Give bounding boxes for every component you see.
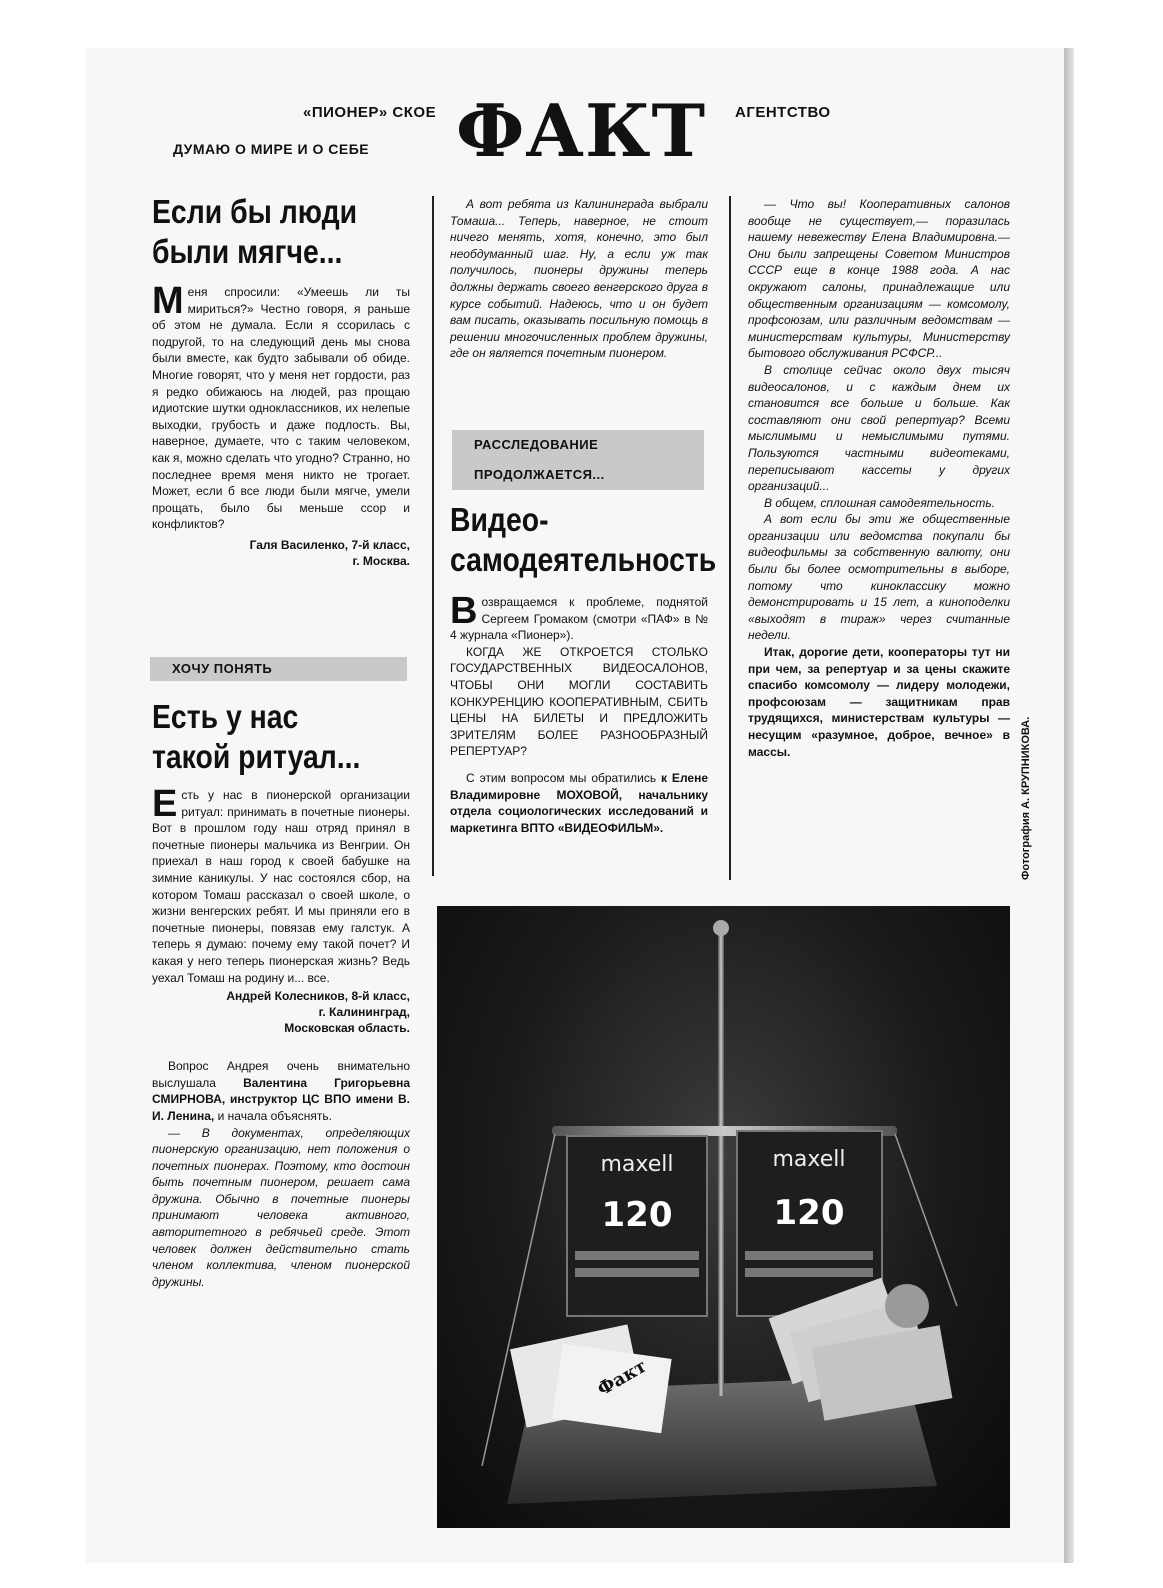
cassette-left [567,1136,707,1316]
article-2 [152,697,410,1290]
interview-paragraph: А вот если бы эти же общественные организации или ведомства покупали бы видеофильмы за собственную валюту, они были бы более осмотрительны в выборе, потому что киноклассику можно демонстрировать и 15 лет, а киноподелки «выходят в тираж» через считанные недели. [748,512,1010,643]
rubric-investigation [452,430,704,490]
reply-person: Валентина Григорьевна СМИРНОВА, инструктор ЦС ВПО имени В. И. Ленина, [152,1075,411,1123]
page-edge [1064,48,1074,1563]
cassette-brand: maxell [772,1147,846,1172]
header-agency-right: АГЕНТСТВО [735,104,831,121]
article-2-title-line2: такой ритуал... [152,738,361,775]
photo-credit [1020,650,1046,880]
scale-pole [718,926,724,1396]
article-1-signature [152,537,410,569]
interview-text [748,196,1010,644]
cassette-length: 120 [601,1195,673,1235]
article-1-body [152,280,410,533]
conclusion-paragraph: Итак, дорогие дети, кооператоры тут ни при чем, за репертуар и за цены скажите спасибо комсомолу — лидеру молодежи, профсоюзам — защитникам прав трудящихся, министерствам культуры — несущим «разумное, доброе, вечное» в массы. [748,645,1010,759]
article-2-dropcap: Е [152,783,178,825]
rubric-want-understand: ХОЧУ ПОНЯТЬ [150,657,407,681]
reply-quote: — В документах, определяющих пионерскую организацию, нет положения о почетных пионерах. Поэтому, кто достоин быть почетным пионером, решает сама дружина. Обычно в почетные пионеры принимают человека активного, авторитетного в ребячьей среде. Этот человек должен действительно стать членом коллектива, членом пионерской дружины. [152,1125,410,1289]
article-3-title-line2: самодеятельность [450,541,717,578]
signature-line: Московская область. [284,1021,410,1036]
photo-scales-with-cassettes [437,906,1010,1528]
photo-credit-text: Фотография А. КРУПНИКОВА. [1020,716,1032,880]
article-1 [152,192,410,569]
rubric-line: ПРОДОЛЖАЕТСЯ... [474,467,605,482]
column-rule-right [729,196,731,880]
article-3-text: С этим вопросом мы обратились [466,770,662,785]
reply-text: и начала объяснять. [214,1108,332,1123]
article-3-person: к Елене Владимировне МОХОВОЙ, начальнику отдела социологических исследований и маркетинга ВПТО «ВИДЕОФИЛЬМ». [450,770,708,835]
article-2-reply [152,1058,410,1290]
signature-line: г. Калининград, [318,1005,410,1020]
article-3 [450,500,717,836]
interview-paragraph: В столице сейчас около двух тысяч видеосалонов, и с каждым днем их становится все больше и больше. Как составляют они свой репертуар? Всеми мыслимыми и немыслимыми путями. Пользуются частными видеотеками, переписывают кассеты у других организаций... [748,362,1010,494]
column-3 [748,196,1010,760]
article-2-text: сть у нас в пионерской организации ритуал: принимать в почетные пионеры. Вот в прошлом году наш отряд принял в почетные пионеры мальчика из Венгрии. Он приехал в наш город к своей бабушке на зимние каникулы. У нас состоялся сбор, на котором Томаш рассказал о своей школе, о жизни венгерских ребят. И мы приняли его в почетные пионеры, повязав ему галстук. А теперь я думаю: почему ему такой почет? И какая у него теперь пионерская жизнь? Ведь уехал Томаш на родину и... все. [152,788,410,985]
header-agency-left: «ПИОНЕР» СКОЕ [303,104,437,121]
interview-paragraph: В общем, сплошная самодеятельность. [764,495,995,510]
article-3-dropcap: В [450,590,478,632]
article-2-body [152,783,410,986]
column-rule-left [432,196,434,876]
article-3-body [450,590,708,836]
cassette-length: 120 [773,1193,845,1233]
signature-line: Андрей Колесников, 8-й класс, [226,989,410,1004]
article-2-title-line1: Есть у нас [152,698,299,735]
article-1-dropcap: М [152,280,184,322]
reply-text: Вопрос Андрея очень внимательно выслушала [152,1059,410,1090]
article-2-signature [152,988,410,1036]
article-2-continuation [450,196,708,362]
article-3-question: КОГДА ЖЕ ОТКРОЕТСЯ СТОЛЬКО ГОСУДАРСТВЕННЫХ ВИДЕОСАЛОНОВ, ЧТОБЫ ОНИ МОГЛИ СОСТАВИТЬ КОНКУРЕНЦИЮ КООПЕРАТИВНЫМ, СБИТЬ ЦЕНЫ НА БИЛЕТЫ И ПРЕДЛОЖИТЬ ЗРИТЕЛЯМ БОЛЕЕ РАЗНООБРАЗНЫЙ РЕПЕРТУАР? [450,644,708,759]
signature-line: г. Москва. [352,553,410,568]
continuation-text: А вот ребята из Калининграда выбрали Томаша... Теперь, наверное, не стоит ничего менять, хотя, конечно, это был необдуманный шаг. Ну, а если уж так получилось, пионеры дружины теперь должны держать своего венгерского друга в курсе событий. Надеюсь, что и он будет вам писать, оказывать посильную помощь в решении многочисленных проблем дружины, где он является почетным пионером. [450,197,708,361]
rubric-think: ДУМАЮ О МИРЕ И О СЕБЕ [173,141,370,157]
cassette-brand: maxell [600,1152,674,1177]
card-logo: Факт [594,1355,651,1401]
header-logo: ФАКТ [456,88,707,173]
article-1-title-line2: были мягче... [152,233,343,270]
scale-string [895,1134,957,1306]
article-3-title-line1: Видео- [450,501,549,538]
rubric-line: РАССЛЕДОВАНИЕ [474,437,599,452]
interview-paragraph: — Что вы! Кооперативных салонов вообще не существует,— поразилась нашему невежеству Елена Владимировна.— Они были запрещены Советом Министров СССР еще в конце 1988 года. А нас окружают салоны, принадлежащие или общественным организациям — комсомолу, профсоюзам, или различным ведомствам — министерствам культуры, Министерству бытового обслуживания РСФСР... [748,197,1010,361]
article-3-intro: озвращаемся к проблеме, поднятой Сергеем Громаком (смотри «ПАФ» в № 4 журнала «Пионер»). [450,595,708,643]
photo-illustration [437,906,1010,1528]
article-1-text: еня спросили: «Умеешь ли ты мириться?» Честно говоря, я раньше об этом не думала. Если я ссорилась с подругой, то на следующий день мы снова были вместе, как будто забывали об обиде. Многие говорят, что у меня нет гордости, раз я редко обижаюсь на людей, раз прощаю идиотские шутки одноклассников, их нелепые выходки, грубость и даже подлость. Вы, наверное, думаете, что с таким человеком, как я, можно сделать что угодно? Странно, но последнее время меня никто не трогает. Может, если б все люди были мягче, умели прощать, было бы меньше ссор и конфликтов? [152,285,410,532]
signature-line: Галя Василенко, 7-й класс, [249,537,410,552]
article-1-title-line1: Если бы люди [152,193,358,230]
column-2 [450,196,708,362]
fakt-cards [510,1324,672,1433]
scale-knob [713,920,729,936]
interview-conclusion [748,644,1010,760]
